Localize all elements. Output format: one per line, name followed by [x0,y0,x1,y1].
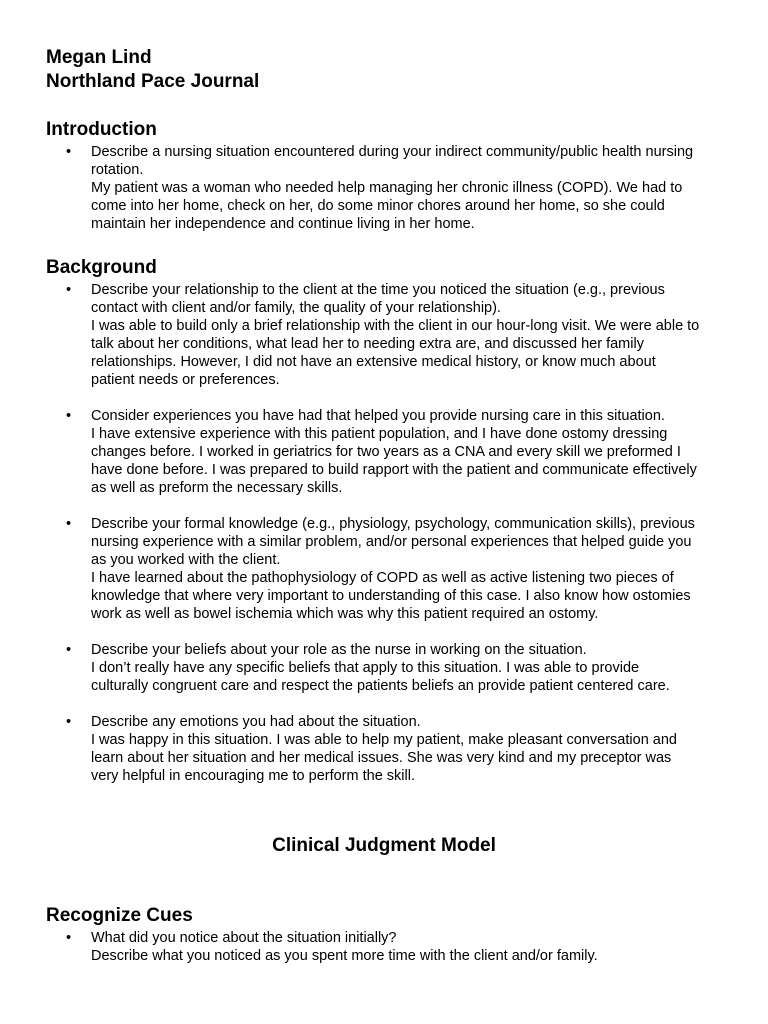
text-line: changes before. I worked in geriatrics for two years as a CNA and every skill we preformed I [91,444,681,460]
list-item-text [91,515,695,623]
text-line: as you worked with the client. [91,552,281,568]
text-line: I have extensive experience with this patient population, and I have done ostomy dressing [91,426,668,442]
list-item-text [91,713,677,785]
text-line: My patient was a woman who needed help managing her chronic illness (COPD). We had to [91,180,683,196]
text-line: Describe a nursing situation encountered during your indirect community/public health nursing [91,144,694,160]
bullet-icon: • [66,282,72,298]
text-line: relationships. However, I did not have an extensive medical history, or know much about [91,354,656,370]
text-line: I don’t really have any specific beliefs that apply to this situation. I was able to provide [91,660,640,676]
text-line: Describe your relationship to the client at the time you noticed the situation (e.g., previous [91,282,665,298]
journal-title: Northland Pace Journal [46,71,260,92]
bullet-icon: • [66,516,72,532]
text-line: knowledge that where very important to understanding of this case. I also know how ostomies [91,588,691,604]
text-line: I was able to build only a brief relationship with the client in our hour-long visit. We were able to [91,318,700,334]
text-line: very helpful in encouraging me to perform the skill. [91,768,415,784]
bullet-icon: • [66,714,72,730]
text-line: What did you notice about the situation initially? [91,930,397,946]
text-line: Consider experiences you have had that helped you provide nursing care in this situation. [91,408,665,424]
text-line: Describe any emotions you had about the situation. [91,714,421,730]
text-line: culturally congruent care and respect the patients beliefs an provide patient centered care. [91,678,670,694]
bullet-icon: • [66,642,72,658]
text-line: work as well as bowel ischemia which was why this patient required an ostomy. [91,606,599,622]
text-line: maintain her independence and continue living in her home. [91,216,475,232]
text-line: as well as preform the necessary skills. [91,480,343,496]
recognize-cues-heading: Recognize Cues [46,905,193,926]
text-line: nursing experience with a similar problem, and/or personal experiences that helped guide you [91,534,692,550]
text-line: Describe your beliefs about your role as the nurse in working on the situation. [91,642,587,658]
author-name: Megan Lind [46,47,152,68]
background-heading: Background [46,257,157,278]
text-line: learn about her situation and her medical issues. She was very kind and my preceptor was [91,750,672,766]
list-item-text [91,641,670,695]
list-item-text [91,929,598,965]
text-line: patient needs or preferences. [91,372,280,388]
text-line: contact with client and/or family, the quality of your relationship). [91,300,501,316]
text-line: Describe your formal knowledge (e.g., physiology, psychology, communication skills), previous [91,516,695,532]
list-item-text [91,281,699,389]
text-line: rotation. [91,162,144,178]
text-line: come into her home, check on her, do some minor chores around her home, so she could [91,198,665,214]
introduction-heading: Introduction [46,119,157,140]
bullet-icon: • [66,930,72,946]
text-line: have done before. I was prepared to build rapport with the patient and communicate effectively [91,462,697,478]
text-line: I was happy in this situation. I was able to help my patient, make pleasant conversation and [91,732,677,748]
list-item-text [91,143,693,233]
list-item-text [91,407,697,497]
text-line: talk about her conditions, what lead her to needing extra are, and discussed her family [91,336,644,352]
clinical-judgment-heading: Clinical Judgment Model [272,835,496,856]
bullet-icon: • [66,144,72,160]
bullet-icon: • [66,408,72,424]
text-line: Describe what you noticed as you spent more time with the client and/or family. [91,948,598,964]
text-line: I have learned about the pathophysiology of COPD as well as active listening two pieces of [91,570,674,586]
